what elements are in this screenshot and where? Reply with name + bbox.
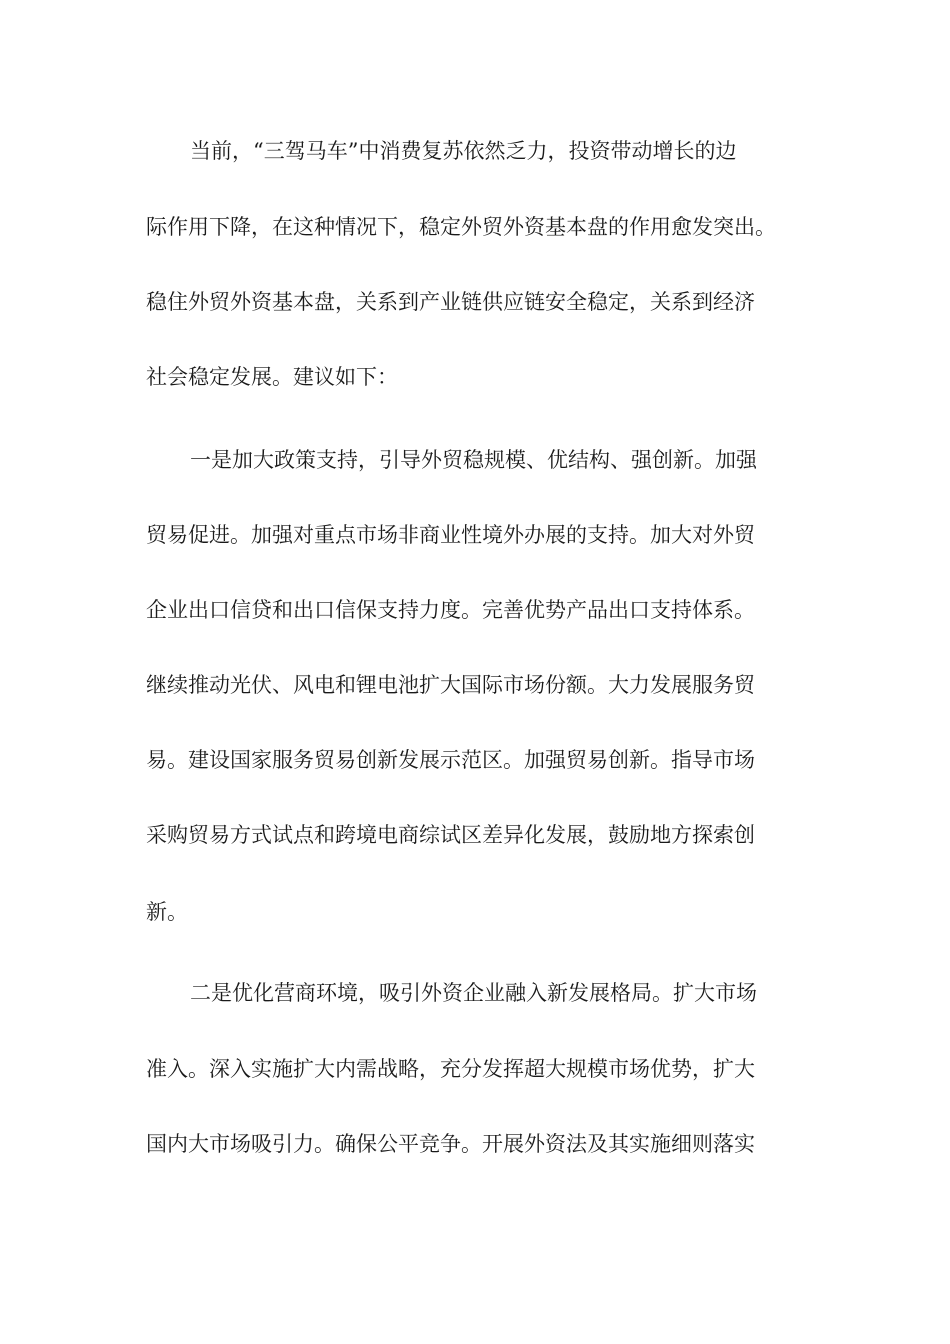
paragraph-3-line-3: 国内大市场吸引力。确保公平竞争。开展外资法及其实施细则落实 [146, 1132, 755, 1156]
paragraph-1-line-3: 稳住外贸外资基本盘，关系到产业链供应链安全稳定，关系到经济 [146, 290, 755, 314]
paragraph-1-line-1: 当前，“三驾马车”中消费复苏依然乏力，投资带动增长的边 [190, 139, 737, 163]
paragraph-3-line-2: 准入。深入实施扩大内需战略，充分发挥超大规模市场优势，扩大 [146, 1057, 755, 1081]
paragraph-1-line-4: 社会稳定发展。建议如下： [146, 365, 398, 389]
paragraph-2-line-3: 企业出口信贷和出口信保支持力度。完善优势产品出口支持体系。 [146, 598, 755, 622]
paragraph-2-line-5: 易。建设国家服务贸易创新发展示范区。加强贸易创新。指导市场 [146, 748, 755, 772]
paragraph-2-line-4: 继续推动光伏、风电和锂电池扩大国际市场份额。大力发展服务贸 [146, 673, 755, 697]
paragraph-2-line-6: 采购贸易方式试点和跨境电商综试区差异化发展，鼓励地方探索创 [146, 823, 755, 847]
paragraph-1-line-2: 际作用下降，在这种情况下，稳定外贸外资基本盘的作用愈发突出。 [146, 215, 776, 239]
paragraph-2-line-1: 一是加大政策支持，引导外贸稳规模、优结构、强创新。加强 [190, 448, 757, 472]
paragraph-3-line-1: 二是优化营商环境，吸引外资企业融入新发展格局。扩大市场 [190, 981, 757, 1005]
paragraph-2-line-2: 贸易促进。加强对重点市场非商业性境外办展的支持。加大对外贸 [146, 523, 755, 547]
paragraph-2-line-7: 新。 [146, 900, 188, 924]
